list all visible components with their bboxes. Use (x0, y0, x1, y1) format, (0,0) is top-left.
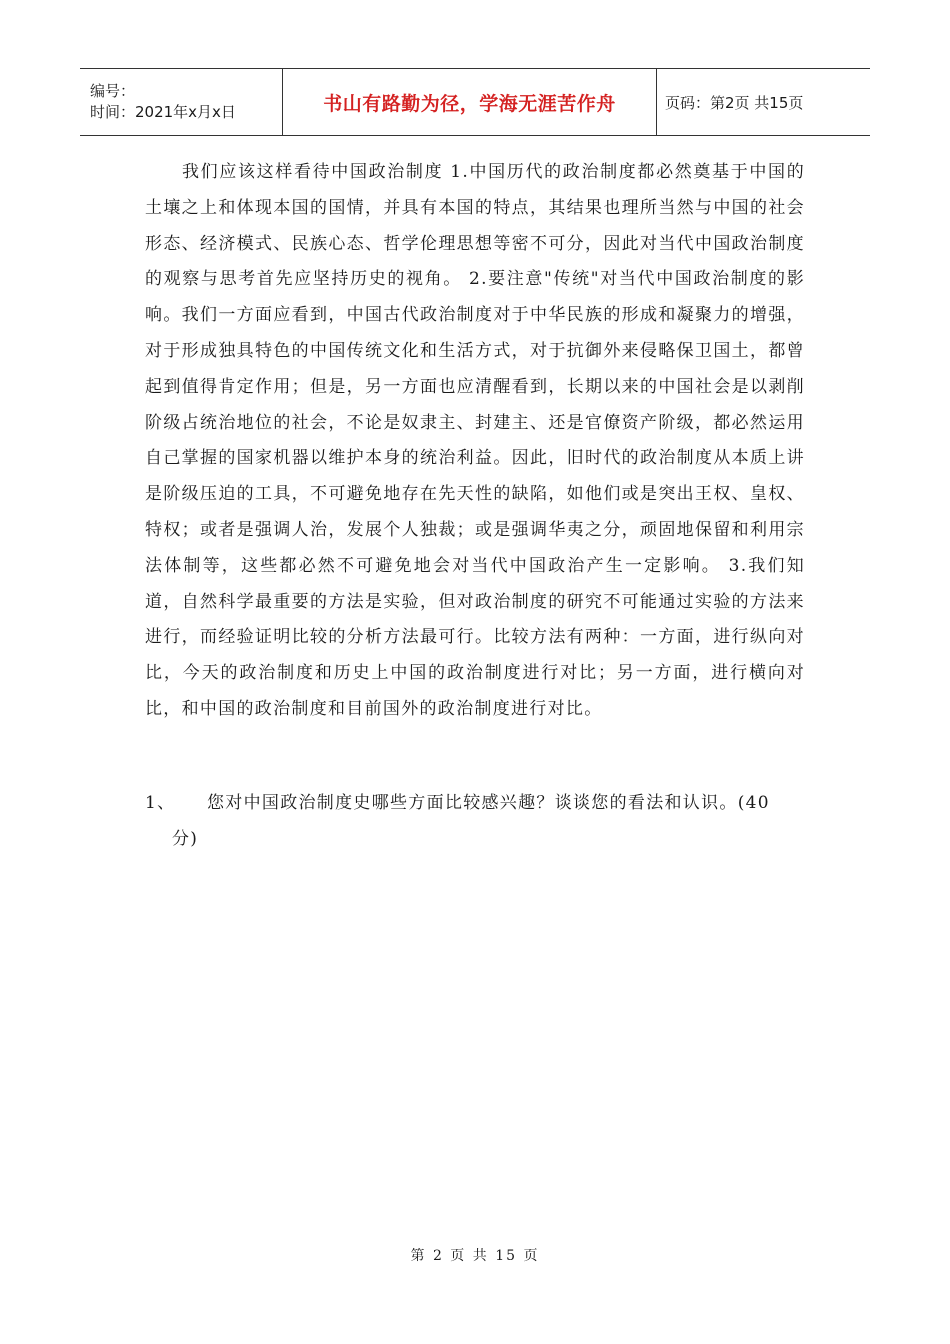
date-label: 时间：2021年x月x日 (90, 103, 236, 121)
header-motto-cell (283, 69, 657, 135)
question-row (145, 785, 805, 821)
page-footer (0, 1245, 950, 1265)
body-content (145, 155, 805, 728)
body-paragraph: 我们应该这样看待中国政治制度 1.中国历代的政治制度都必然奠基于中国的土壤之上和体现本国的国情，并具有本国的特点，其结果也理所当然与中国的社会形态、经济模式、民族心态、哲学伦理思想等密不可分，因此对当代中国政治制度的观察与思考首先应坚持历史的视角。 2.要注意"传统"对当代中国政治制度的影响。我们一方面应看到，中国古代政治制度对于中华民族的形成和凝聚力的增强，对于形成独具特色的中国传统文化和生活方式，对于抗御外来侵略保卫国土，都曾起到值得肯定作用；但是，另一方面也应清醒看到，长期以来的中国社会是以剥削阶级占统治地位的社会，不论是奴隶主、封建主、还是官僚资产阶级，都必然运用自己掌握的国家机器以维护本身的统治利益。因此，旧时代的政治制度从本质上讲是阶级压迫的工具，不可避免地存在先天性的缺陷，如他们或是突出王权、皇权、特权；或者是强调人治，发展个人独裁；或是强调华夷之分，顽固地保留和利用宗法体制等，这些都必然不可避免地会对当代中国政治产生一定影响。 3.我们知道，自然科学最重要的方法是实验，但对政治制度的研究不可能通过实验的方法来进行，而经验证明比较的分析方法最可行。比较方法有两种：一方面，进行纵向对比，今天的政治制度和历史上中国的政治制度进行对比；另一方面，进行横向对比，和中国的政治制度和目前国外的政治制度进行对比。 (145, 162, 805, 719)
footer-page-number: 第 2 页 共 15 页 (410, 1248, 540, 1264)
page-info-text: 页码：第2页 共15页 (665, 93, 804, 112)
header-page-cell (657, 69, 870, 135)
header-meta-cell (80, 69, 283, 135)
serial-number-label: 编号： (90, 82, 136, 100)
question-continuation: 分) (172, 829, 199, 849)
question-number: 1、 (145, 793, 176, 813)
document-header (80, 68, 870, 136)
question-block (145, 785, 805, 857)
motto-text: 书山有路勤为径，学海无涯苦作舟 (323, 92, 616, 115)
question-text: 您对中国政治制度史哪些方面比较感兴趣？谈谈您的看法和认识。(40 (207, 793, 770, 813)
